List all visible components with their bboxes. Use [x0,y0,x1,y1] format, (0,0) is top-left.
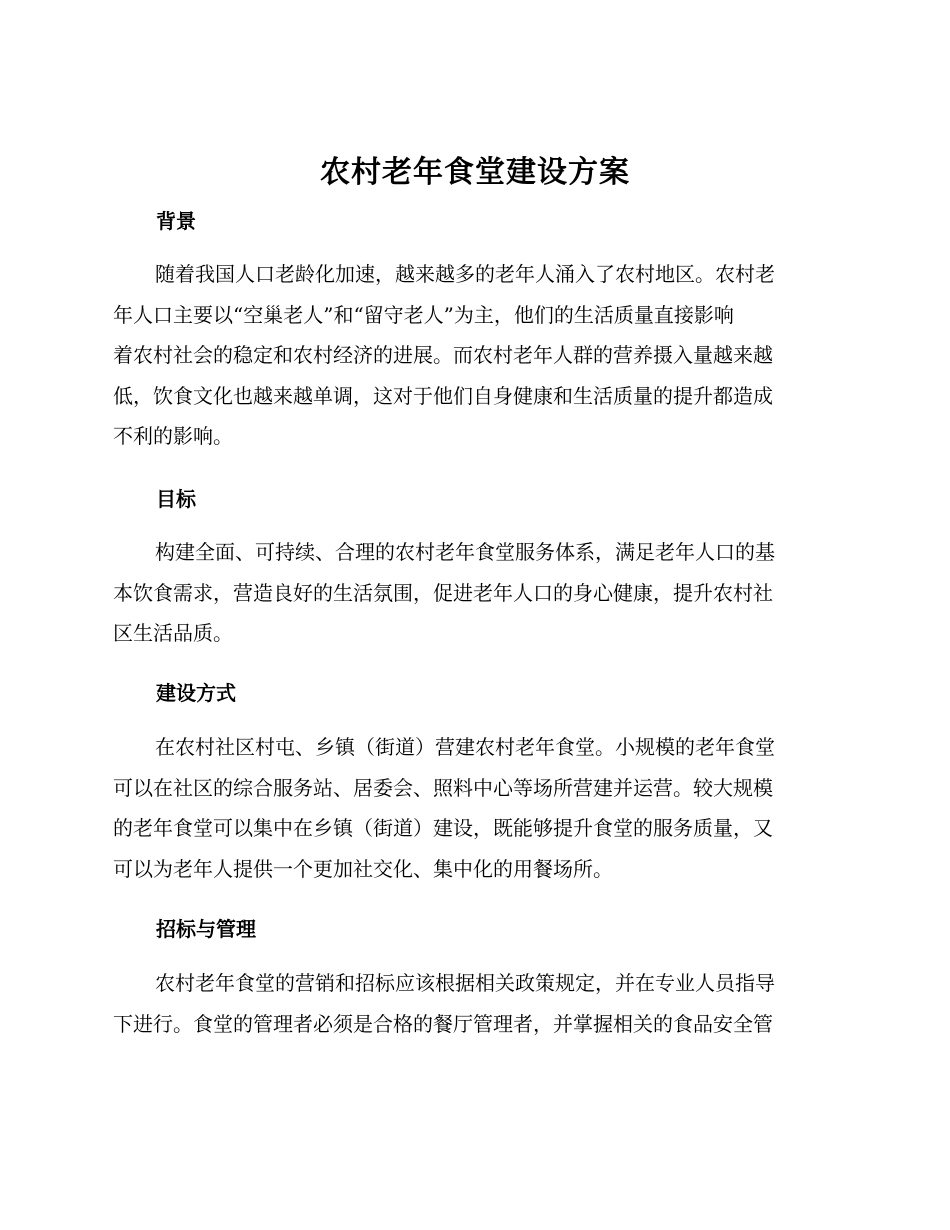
paragraph-line: 低，饮食文化也越来越单调，这对于他们自身健康和生活质量的提升都造成 [113,383,773,408]
section-heading-bidding-management: 招标与管理 [156,917,256,941]
section-body-background [113,254,833,457]
paragraph-line: 下进行。食堂的管理者必须是合格的餐厅管理者，并掌握相关的食品安全管 [113,1011,773,1036]
paragraph-line: 着农村社会的稳定和农村经济的进展。而农村老年人群的营养摄入量越来越 [113,343,773,367]
paragraph-line: 可以在社区的综合服务站、居委会、照料中心等场所营建并运营。较大规模 [113,775,773,800]
section-heading-background: 背景 [156,209,196,233]
document-title: 农村老年食堂建设方案 [320,155,630,190]
paragraph-line: 在农村社区村屯、乡镇（街道）营建农村老年食堂。小规模的老年食堂 [155,735,775,759]
paragraph-line: 随着我国人口老龄化加速，越来越多的老年人涌入了农村地区。农村老 [155,262,775,286]
paragraph-line: 不利的影响。 [113,424,233,448]
section-body-bidding-management [113,963,833,1044]
paragraph-line: 可以为老年人提供一个更加社交化、集中化的用餐场所。 [113,856,613,881]
paragraph-line: 年人口主要以“空巢老人”和“留守老人”为主，他们的生活质量直接影响 [113,302,734,327]
section-body-goal [113,532,833,654]
section-body-construction-method [113,727,833,889]
section-heading-construction-method: 建设方式 [156,681,236,705]
paragraph-line: 构建全面、可持续、合理的农村老年食堂服务体系，满足老年人口的基 [155,540,775,564]
paragraph-line: 本饮食需求，营造良好的生活氛围，促进老年人口的身心健康，提升农村社 [113,580,773,605]
section-heading-goal: 目标 [156,487,196,511]
paragraph-line: 的老年食堂可以集中在乡镇（街道）建设，既能够提升食堂的服务质量，又 [113,816,773,840]
paragraph-line: 区生活品质。 [113,621,233,645]
paragraph-line: 农村老年食堂的营销和招标应该根据相关政策规定，并在专业人员指导 [155,971,775,995]
